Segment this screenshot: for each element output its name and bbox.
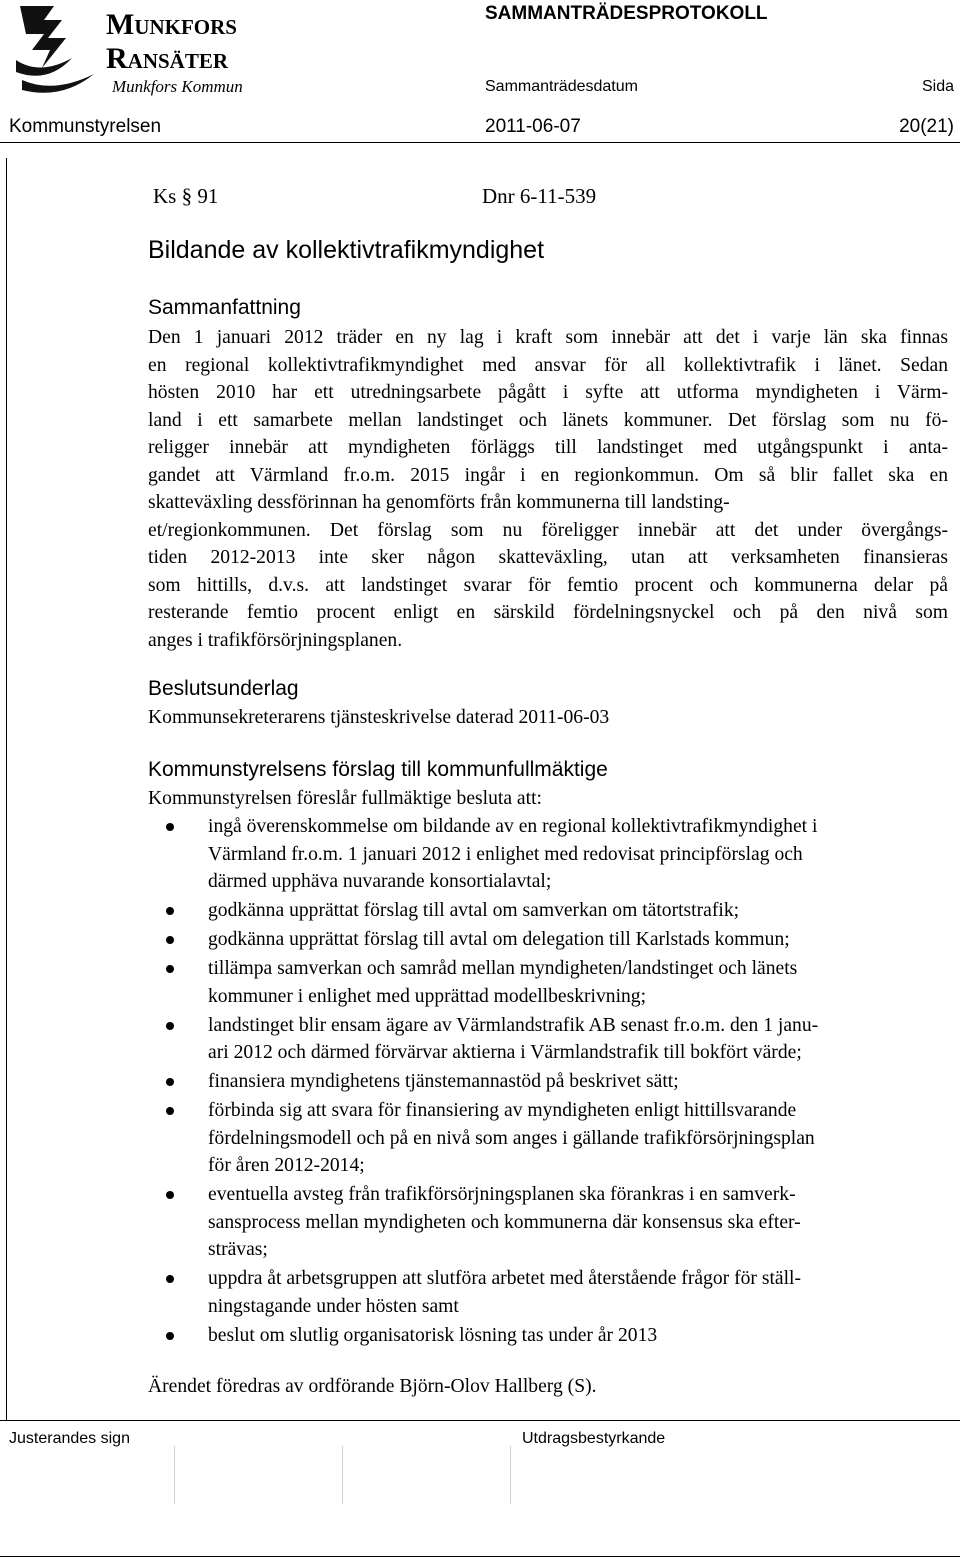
case-dnr: Dnr 6-11-539 (482, 184, 597, 208)
committee-name: Kommunstyrelsen (9, 116, 162, 137)
summary-line: resterande femtio procent enligt en särskild fördelningsnyckel och på den nivå som (148, 602, 948, 623)
summary-line: skatteväxling dessförinnan ha genomförts från kommunerna till landsting- (148, 492, 730, 513)
list-item: beslut om slutlig organisatorisk lösning tas under år 2013 (148, 1322, 948, 1350)
list-item: finansiera myndighetens tjänstemannastöd på beskrivet sätt; (148, 1068, 948, 1096)
page-label: Sida (921, 78, 954, 95)
adjuster-signature-label: Justerandes sign (9, 1430, 130, 1447)
footer-bottom-rule (0, 1556, 960, 1557)
page-number: 20(21) (899, 116, 954, 137)
footer-divider (0, 1420, 960, 1421)
logo-line1: Munkfors (106, 8, 237, 41)
munkfors-ransater-logo (14, 2, 276, 98)
summary-line: som hittills, d.v.s. att landstinget svarar för femtio procent och kommunerna delar på (148, 574, 948, 596)
logo-line3: Munkfors Kommun (112, 77, 243, 96)
signature-divider (174, 1446, 175, 1504)
meeting-date-label: Sammanträdesdatum (485, 78, 638, 95)
bullet-icon (166, 1107, 174, 1115)
proposal-heading: Kommunstyrelsens förslag till kommunfullmäktige (148, 758, 608, 781)
logo-line2: Ransäter (106, 42, 229, 75)
bullet-icon (166, 823, 174, 831)
bullet-icon (166, 1275, 174, 1283)
document-type: SAMMANTRÄDESPROTOKOLL (485, 3, 768, 24)
summary-line: religger innebär att myndigheten förläggs till landstinget med utgångspunkt i anta- (148, 437, 948, 458)
basis-text: Kommunsekreterarens tjänsteskrivelse daterad 2011-06-03 (148, 707, 610, 728)
signature-divider (342, 1446, 343, 1504)
summary-line: en regional kollektivtrafikmyndighet med ansvar för all kollektivtrafik i länet. Sedan (148, 354, 948, 376)
list-item: tillämpa samverkan och samråd mellan myndigheten/landstinget och länets kommuner i enlighet med upprättad modellbeskrivning; (148, 955, 948, 1010)
summary-line: gandet att Värmland fr.o.m. 2015 ingår i en regionkommun. Om så blir fallet ska en (148, 464, 948, 486)
bullet-icon (166, 907, 174, 915)
bullet-icon (166, 965, 174, 973)
closing-statement: Ärendet föredras av ordförande Björn-Olov Hallberg (S). (148, 1376, 597, 1397)
basis-heading: Beslutsunderlag (148, 677, 299, 700)
list-item: uppdra åt arbetsgruppen att slutföra arbetet med återstående frågor för ställ- ningstagande under hösten samt (148, 1265, 948, 1320)
bullet-icon (166, 936, 174, 944)
summary-line: tiden 2012-2013 inte sker någon skatteväxling, utan att verksamheten finansieras (148, 547, 948, 568)
summary-heading: Sammanfattning (148, 296, 301, 319)
logo-emblem (16, 6, 94, 93)
summary-line: anges i trafikförsörjningsplanen. (148, 629, 403, 651)
list-item: godkänna upprättat förslag till avtal om delegation till Karlstads kommun; (148, 926, 948, 954)
proposal-list (148, 813, 948, 1351)
bullet-icon (166, 1022, 174, 1030)
list-item: ingå överenskommelse om bildande av en regional kollektivtrafikmyndighet i Värmland fr.o.m. 1 januari 2012 i enlighet med redovisat principförslag och därmed upphäva nuvarande konsortialavtal; (148, 813, 948, 896)
meeting-date: 2011-06-07 (485, 116, 581, 137)
case-paragraph: Ks § 91 (153, 184, 219, 208)
bullet-icon (166, 1191, 174, 1199)
bullet-icon (166, 1078, 174, 1086)
list-item: landstinget blir ensam ägare av Värmlandstrafik AB senast fr.o.m. den 1 janu- ari 2012 och därmed förvärvar aktierna i Värmlandstrafik till bokfört värde; (148, 1012, 948, 1067)
list-item: godkänna upprättat förslag till avtal om samverkan om tätortstrafik; (148, 897, 948, 925)
summary-line: et/regionkommunen. Det förslag som nu föreligger innebär att det under övergångs- (148, 519, 948, 541)
summary-text (148, 324, 948, 654)
bullet-icon (166, 1332, 174, 1340)
page-title: Bildande av kollektivtrafikmyndighet (148, 236, 545, 264)
extract-certification-label: Utdragsbestyrkande (522, 1430, 666, 1447)
header-divider (0, 142, 960, 143)
summary-line: hösten 2010 har ett utredningsarbete pågått i syfte att utforma myndigheten i Värm- (148, 382, 948, 403)
list-item: förbinda sig att svara för finansiering av myndigheten enligt hittillsvarande fördelningsmodell och på en nivå som anges i gällande trafikförsörjningsplan för åren 2012-2014; (148, 1097, 948, 1180)
summary-line: land i ett samarbete mellan landstinget och länets kommuner. Det förslag som nu fö- (148, 409, 948, 431)
summary-line: Den 1 januari 2012 träder en ny lag i kraft som innebär att det i varje län ska finnas (148, 327, 948, 348)
signature-divider (510, 1446, 511, 1504)
proposal-intro: Kommunstyrelsen föreslår fullmäktige besluta att: (148, 788, 542, 809)
list-item: eventuella avsteg från trafikförsörjningsplanen ska förankras i en samverk- sansprocess mellan myndigheten och kommunerna där konsensus ska efter- strävas; (148, 1181, 948, 1264)
margin-rule (6, 158, 7, 1420)
